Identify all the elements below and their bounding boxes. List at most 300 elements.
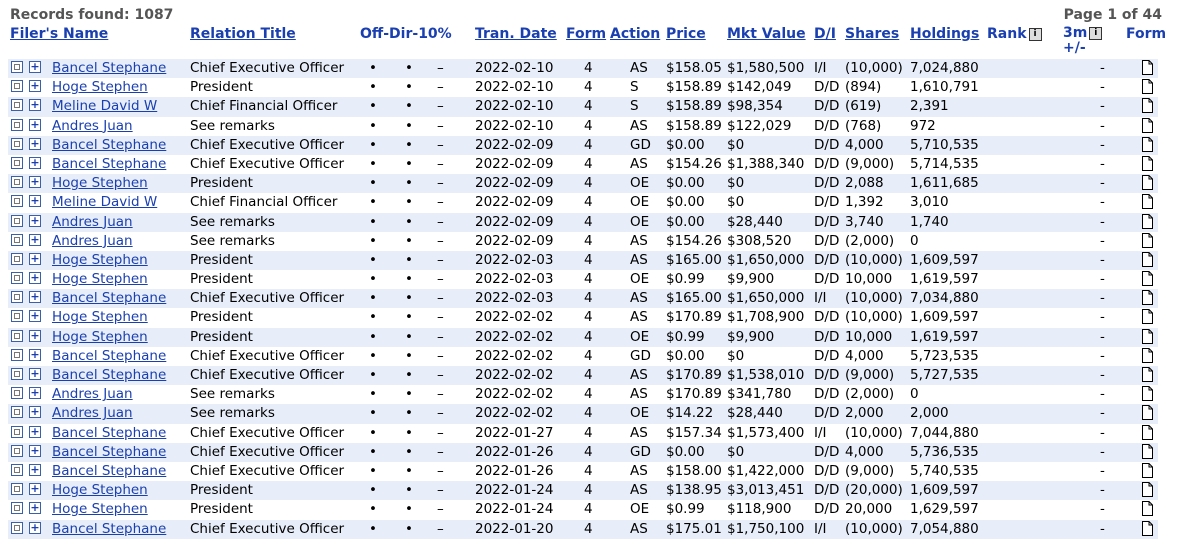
director-flag-cell: • xyxy=(405,117,413,134)
table-row xyxy=(8,232,1158,251)
director-flag-cell: • xyxy=(405,271,413,288)
director-flag-cell: • xyxy=(405,328,413,345)
tran-date-cell: 2022-02-09 xyxy=(475,232,554,249)
ten-percent-flag-cell: – xyxy=(437,520,444,537)
di-cell: D/D xyxy=(814,79,840,96)
filer-name-link[interactable]: Hoge Stephen xyxy=(52,251,148,268)
di-cell: I/I xyxy=(814,60,827,76)
document-icon[interactable] xyxy=(1142,290,1153,305)
ten-percent-flag-cell: – xyxy=(437,117,444,134)
table-row xyxy=(8,347,1158,366)
action-code-cell: AS xyxy=(630,251,648,268)
tran-date-cell: 2022-01-24 xyxy=(475,501,554,518)
officer-flag-cell: • xyxy=(369,117,377,134)
shares-cell: 10,000 xyxy=(845,328,893,345)
plus-icon[interactable]: + xyxy=(30,443,40,457)
price-cell: $154.26 xyxy=(666,232,722,249)
filer-name-link[interactable]: Hoge Stephen xyxy=(52,501,148,518)
plus-icon[interactable]: + xyxy=(30,232,40,246)
di-cell: D/D xyxy=(814,117,840,134)
plus-icon[interactable]: + xyxy=(30,328,40,342)
mkt-value-cell: $0 xyxy=(727,175,745,192)
three-month-change-cell: - xyxy=(1100,98,1105,115)
table-row xyxy=(8,462,1158,481)
tran-date-cell: 2022-02-02 xyxy=(475,328,554,345)
sort-price-link[interactable]: Price xyxy=(666,26,706,42)
officer-flag-cell: • xyxy=(369,232,377,249)
three-month-change-cell: - xyxy=(1100,194,1105,211)
filer-name-link[interactable]: Andres Juan xyxy=(52,213,133,230)
table-row xyxy=(8,97,1158,116)
holdings-cell: 7,024,880 xyxy=(910,60,979,76)
holdings-cell: 1,611,685 xyxy=(910,175,979,192)
price-cell: $0.99 xyxy=(666,501,705,518)
document-icon[interactable] xyxy=(1142,329,1153,344)
officer-flag-cell: • xyxy=(369,520,377,537)
records-found-label: Records found: 1087 xyxy=(10,7,174,23)
three-month-change-cell: - xyxy=(1100,328,1105,345)
table-row xyxy=(8,308,1158,327)
tran-date-cell: 2022-02-10 xyxy=(475,98,554,115)
table-row xyxy=(8,174,1158,193)
shares-cell: 20,000 xyxy=(845,501,893,518)
select-checkbox[interactable] xyxy=(11,195,23,207)
shares-cell: (10,000) xyxy=(845,60,903,76)
select-checkbox[interactable] xyxy=(11,522,23,534)
plus-icon[interactable]: + xyxy=(30,117,40,131)
shares-cell: (619) xyxy=(845,98,882,115)
relation-title-cell: Chief Executive Officer xyxy=(190,136,345,153)
mkt-value-cell: $9,900 xyxy=(727,328,775,345)
mkt-value-cell: $1,538,010 xyxy=(727,367,805,383)
document-icon[interactable] xyxy=(1142,214,1153,229)
select-checkbox[interactable] xyxy=(11,157,23,169)
document-icon[interactable] xyxy=(1142,425,1153,440)
three-month-header xyxy=(1063,26,1102,56)
select-checkbox[interactable] xyxy=(11,310,23,322)
mkt-value-cell: $308,520 xyxy=(727,232,792,249)
filer-name-link[interactable]: Bancel Stephane xyxy=(52,424,167,441)
sort-tran-date-link[interactable]: Tran. Date xyxy=(475,26,557,42)
price-cell: $158.89 xyxy=(666,79,722,96)
table-row xyxy=(8,193,1158,212)
filer-name-link[interactable]: Bancel Stephane xyxy=(52,155,167,172)
director-flag-cell: • xyxy=(405,136,413,153)
select-checkbox[interactable] xyxy=(11,330,23,342)
three-month-change-cell: - xyxy=(1100,386,1105,403)
tran-date-cell: 2022-02-03 xyxy=(475,290,554,307)
select-checkbox[interactable] xyxy=(11,483,23,495)
filer-name-link[interactable]: Hoge Stephen xyxy=(52,79,148,96)
table-row xyxy=(8,385,1158,404)
holdings-cell: 0 xyxy=(910,386,919,403)
select-checkbox[interactable] xyxy=(11,406,23,418)
document-icon[interactable] xyxy=(1142,252,1153,267)
document-icon[interactable] xyxy=(1142,405,1153,420)
sort-mkt-value-link[interactable]: Mkt Value xyxy=(727,26,806,42)
action-code-cell: S xyxy=(630,98,639,115)
select-checkbox[interactable] xyxy=(11,368,23,380)
di-cell: D/D xyxy=(814,251,840,268)
document-icon[interactable] xyxy=(1142,386,1153,401)
document-icon[interactable] xyxy=(1142,501,1153,516)
holdings-cell: 1,619,597 xyxy=(910,271,979,288)
di-cell: I/I xyxy=(814,520,827,537)
three-month-change-cell: - xyxy=(1100,482,1105,499)
tran-date-cell: 2022-02-09 xyxy=(475,155,554,172)
form-type-cell: 4 xyxy=(584,79,593,96)
filer-name-link[interactable]: Meline David W xyxy=(52,98,158,115)
officer-flag-cell: • xyxy=(369,482,377,499)
select-checkbox[interactable] xyxy=(11,176,23,188)
document-icon[interactable] xyxy=(1142,309,1153,324)
tran-date-cell: 2022-01-26 xyxy=(475,443,554,460)
rank-header-label: Rank xyxy=(987,26,1027,42)
document-icon[interactable] xyxy=(1142,367,1153,382)
select-checkbox[interactable] xyxy=(11,234,23,246)
shares-cell: (2,000) xyxy=(845,232,895,249)
plus-icon[interactable]: + xyxy=(30,98,40,112)
price-cell: $154.26 xyxy=(666,155,722,172)
filer-name-link[interactable]: Andres Juan xyxy=(52,232,133,249)
tran-date-cell: 2022-02-02 xyxy=(475,367,554,383)
plus-icon[interactable]: + xyxy=(30,79,40,93)
plus-icon[interactable]: + xyxy=(30,501,40,515)
three-month-change-cell: - xyxy=(1100,60,1105,76)
document-icon[interactable] xyxy=(1142,521,1153,536)
holdings-cell: 5,714,535 xyxy=(910,155,979,172)
rank-header xyxy=(987,26,1042,42)
holdings-cell: 1,609,597 xyxy=(910,251,979,268)
document-icon[interactable] xyxy=(1142,60,1153,75)
three-month-change-cell: - xyxy=(1100,347,1105,364)
document-icon[interactable] xyxy=(1142,156,1153,171)
three-month-change-cell: - xyxy=(1100,271,1105,288)
di-cell: D/D xyxy=(814,347,840,364)
mkt-value-cell: $0 xyxy=(727,136,745,153)
form-type-cell: 4 xyxy=(584,60,593,76)
three-month-change-cell: - xyxy=(1100,79,1105,96)
filer-name-link[interactable]: Hoge Stephen xyxy=(52,175,148,192)
shares-cell: 2,088 xyxy=(845,175,884,192)
plus-icon[interactable]: + xyxy=(30,309,40,323)
relation-title-cell: President xyxy=(190,482,253,499)
filer-name-link[interactable]: Andres Juan xyxy=(52,386,133,403)
document-icon[interactable] xyxy=(1142,271,1153,286)
action-code-cell: AS xyxy=(630,60,648,76)
three-month-label-bottom: +/- xyxy=(1063,40,1086,56)
filer-name-link[interactable]: Bancel Stephane xyxy=(52,347,167,364)
holdings-cell: 1,609,597 xyxy=(910,309,979,326)
shares-cell: (20,000) xyxy=(845,482,903,499)
officer-flag-cell: • xyxy=(369,194,377,211)
table-row xyxy=(8,251,1158,270)
price-cell: $0.00 xyxy=(666,136,705,153)
plus-icon[interactable]: + xyxy=(30,60,40,73)
director-flag-cell: • xyxy=(405,424,413,441)
filer-name-link[interactable]: Hoge Stephen xyxy=(52,309,148,326)
action-code-cell: OE xyxy=(630,271,650,288)
plus-icon[interactable]: + xyxy=(30,155,40,169)
mkt-value-cell: $1,750,100 xyxy=(727,520,805,537)
di-cell: D/D xyxy=(814,328,840,345)
price-cell: $175.01 xyxy=(666,520,722,537)
price-cell: $0.00 xyxy=(666,175,705,192)
action-code-cell: AS xyxy=(630,386,648,403)
document-icon[interactable] xyxy=(1142,118,1153,133)
di-cell: D/D xyxy=(814,309,840,326)
holdings-cell: 1,740 xyxy=(910,213,949,230)
holdings-cell: 5,727,535 xyxy=(910,367,979,383)
form-type-cell: 4 xyxy=(584,367,593,383)
officer-flag-cell: • xyxy=(369,271,377,288)
plus-icon[interactable]: + xyxy=(30,386,40,400)
table-row xyxy=(8,155,1158,174)
form-type-cell: 4 xyxy=(584,501,593,518)
action-code-cell: AS xyxy=(630,424,648,441)
shares-cell: 1,392 xyxy=(845,194,884,211)
mkt-value-cell: $118,900 xyxy=(727,501,792,518)
mkt-value-cell: $1,388,340 xyxy=(727,155,805,172)
form-type-cell: 4 xyxy=(584,117,593,134)
plus-icon[interactable]: + xyxy=(30,520,40,534)
officer-flag-cell: • xyxy=(369,462,377,479)
plus-icon[interactable]: + xyxy=(30,136,40,150)
three-month-change-cell: - xyxy=(1100,232,1105,249)
plus-icon[interactable]: + xyxy=(30,213,40,227)
director-flag-cell: • xyxy=(405,213,413,230)
select-checkbox[interactable] xyxy=(11,61,23,73)
select-checkbox[interactable] xyxy=(11,426,23,438)
tran-date-cell: 2022-02-10 xyxy=(475,79,554,96)
document-icon[interactable] xyxy=(1142,194,1153,209)
shares-cell: 4,000 xyxy=(845,136,884,153)
plus-icon[interactable]: + xyxy=(30,347,40,361)
mkt-value-cell: $3,013,451 xyxy=(727,482,805,499)
tran-date-cell: 2022-02-02 xyxy=(475,347,554,364)
relation-title-cell: Chief Executive Officer xyxy=(190,347,345,364)
document-icon[interactable] xyxy=(1142,79,1153,94)
filer-name-link[interactable]: Hoge Stephen xyxy=(52,482,148,499)
action-code-cell: OE xyxy=(630,501,650,518)
action-code-cell: OE xyxy=(630,213,650,230)
three-month-change-cell: - xyxy=(1100,405,1105,422)
action-code-cell: OE xyxy=(630,194,650,211)
document-icon[interactable] xyxy=(1142,463,1153,478)
director-flag-cell: • xyxy=(405,462,413,479)
action-code-cell: AS xyxy=(630,367,648,383)
officer-flag-cell: • xyxy=(369,79,377,96)
plus-icon[interactable]: + xyxy=(30,367,40,380)
three-month-label-top: 3m xyxy=(1063,25,1088,41)
three-month-change-cell: - xyxy=(1100,213,1105,230)
form-doc-header: Form xyxy=(1126,26,1167,42)
ten-percent-flag-cell: – xyxy=(437,347,444,364)
relation-title-cell: President xyxy=(190,328,253,345)
select-checkbox[interactable] xyxy=(11,272,23,284)
filer-name-link[interactable]: Bancel Stephane xyxy=(52,367,167,383)
ten-percent-flag-cell: – xyxy=(437,386,444,403)
filer-name-link[interactable]: Hoge Stephen xyxy=(52,328,148,345)
price-cell: $0.99 xyxy=(666,271,705,288)
plus-icon[interactable]: + xyxy=(30,271,40,285)
filer-name-link[interactable]: Bancel Stephane xyxy=(52,60,167,76)
table-row xyxy=(8,213,1158,232)
select-checkbox[interactable] xyxy=(11,253,23,265)
holdings-cell: 1,629,597 xyxy=(910,501,979,518)
sort-filer-name-link[interactable]: Filer's Name xyxy=(10,26,109,42)
ten-percent-flag-cell: – xyxy=(437,155,444,172)
holdings-cell: 1,619,597 xyxy=(910,328,979,345)
select-checkbox[interactable] xyxy=(11,119,23,131)
officer-flag-cell: • xyxy=(369,367,377,383)
sort-action-link[interactable]: Action xyxy=(610,26,661,42)
document-icon[interactable] xyxy=(1142,444,1153,459)
director-flag-cell: • xyxy=(405,367,413,383)
officer-flag-cell: • xyxy=(369,443,377,460)
action-code-cell: OE xyxy=(630,405,650,422)
director-flag-cell: • xyxy=(405,175,413,192)
relation-title-cell: President xyxy=(190,79,253,96)
select-checkbox[interactable] xyxy=(11,291,23,303)
ten-percent-flag-cell: – xyxy=(437,175,444,192)
officer-flag-cell: • xyxy=(369,251,377,268)
action-code-cell: AS xyxy=(630,232,648,249)
document-icon[interactable] xyxy=(1142,137,1153,152)
filer-name-link[interactable]: Meline David W xyxy=(52,194,158,211)
tran-date-cell: 2022-02-02 xyxy=(475,405,554,422)
shares-cell: 3,740 xyxy=(845,213,884,230)
director-flag-cell: • xyxy=(405,443,413,460)
relation-title-cell: Chief Executive Officer xyxy=(190,367,345,383)
plus-icon[interactable]: + xyxy=(30,290,40,304)
ten-percent-flag-cell: – xyxy=(437,328,444,345)
relation-title-cell: Chief Executive Officer xyxy=(190,290,345,307)
filer-name-link[interactable]: Andres Juan xyxy=(52,405,133,422)
form-type-cell: 4 xyxy=(584,251,593,268)
filer-name-link[interactable]: Bancel Stephane xyxy=(52,520,167,537)
di-cell: D/D xyxy=(814,271,840,288)
officer-flag-cell: • xyxy=(369,386,377,403)
plus-icon[interactable]: + xyxy=(30,462,40,476)
holdings-cell: 5,710,535 xyxy=(910,136,979,153)
plus-icon[interactable]: + xyxy=(30,175,40,189)
plus-icon[interactable]: + xyxy=(30,194,40,208)
select-checkbox[interactable] xyxy=(11,138,23,150)
relation-title-cell: Chief Executive Officer xyxy=(190,424,345,441)
tran-date-cell: 2022-01-20 xyxy=(475,520,554,537)
ten-percent-flag-cell: – xyxy=(437,98,444,115)
filer-name-link[interactable]: Bancel Stephane xyxy=(52,462,167,479)
relation-title-cell: President xyxy=(190,251,253,268)
holdings-cell: 2,391 xyxy=(910,98,949,115)
table-row xyxy=(8,59,1158,78)
three-month-change-cell: - xyxy=(1100,290,1105,307)
officer-flag-cell: • xyxy=(369,98,377,115)
tran-date-cell: 2022-01-26 xyxy=(475,462,554,479)
plus-icon[interactable]: + xyxy=(30,251,40,265)
sort-di-link[interactable]: D/I xyxy=(814,26,836,42)
price-cell: $158.00 xyxy=(666,462,722,479)
holdings-cell: 7,054,880 xyxy=(910,520,979,537)
table-row xyxy=(8,404,1158,423)
three-month-change-cell: - xyxy=(1100,367,1105,383)
select-checkbox[interactable] xyxy=(11,464,23,476)
tran-date-cell: 2022-02-09 xyxy=(475,213,554,230)
table-row xyxy=(8,520,1158,539)
three-month-change-cell: - xyxy=(1100,136,1105,153)
select-checkbox[interactable] xyxy=(11,502,23,514)
price-cell: $165.00 xyxy=(666,290,722,307)
sort-holdings-link[interactable]: Holdings xyxy=(910,26,980,42)
shares-cell: (10,000) xyxy=(845,251,903,268)
off-dir-header[interactable]: Off-Dir-10% xyxy=(360,26,452,42)
plus-icon[interactable]: + xyxy=(30,482,40,496)
relation-title-cell: Chief Executive Officer xyxy=(190,155,345,172)
holdings-cell: 5,740,535 xyxy=(910,462,979,479)
tran-date-cell: 2022-02-10 xyxy=(475,60,554,76)
filer-name-link[interactable]: Bancel Stephane xyxy=(52,290,167,307)
select-checkbox[interactable] xyxy=(11,445,23,457)
sort-shares-link[interactable]: Shares xyxy=(845,26,900,42)
info-icon[interactable]: i xyxy=(1029,28,1042,41)
three-month-change-cell: - xyxy=(1100,501,1105,518)
officer-flag-cell: • xyxy=(369,501,377,518)
select-checkbox[interactable] xyxy=(11,349,23,361)
three-month-change-cell: - xyxy=(1100,155,1105,172)
select-checkbox[interactable] xyxy=(11,215,23,227)
document-icon[interactable] xyxy=(1142,175,1153,190)
filer-name-link[interactable]: Bancel Stephane xyxy=(52,136,167,153)
plus-icon[interactable]: + xyxy=(30,405,40,419)
table-row xyxy=(8,289,1158,308)
select-checkbox[interactable] xyxy=(11,80,23,92)
info-icon[interactable]: i xyxy=(1089,27,1102,40)
select-checkbox[interactable] xyxy=(11,99,23,111)
sort-relation-title-link[interactable]: Relation Title xyxy=(190,26,296,42)
document-icon[interactable] xyxy=(1142,98,1153,113)
mkt-value-cell: $0 xyxy=(727,443,745,460)
document-icon[interactable] xyxy=(1142,348,1153,363)
holdings-cell: 2,000 xyxy=(910,405,949,422)
page-indicator: Page 1 of 44 xyxy=(1063,7,1162,23)
di-cell: I/I xyxy=(814,424,827,441)
action-code-cell: GD xyxy=(630,443,651,460)
officer-flag-cell: • xyxy=(369,136,377,153)
mkt-value-cell: $142,049 xyxy=(727,79,792,96)
filer-name-link[interactable]: Hoge Stephen xyxy=(52,271,148,288)
price-cell: $157.34 xyxy=(666,424,722,441)
officer-flag-cell: • xyxy=(369,155,377,172)
document-icon[interactable] xyxy=(1142,482,1153,497)
three-month-change-cell: - xyxy=(1100,462,1105,479)
filer-name-link[interactable]: Andres Juan xyxy=(52,117,133,134)
filer-name-link[interactable]: Bancel Stephane xyxy=(52,443,167,460)
sort-form-link[interactable]: Form xyxy=(566,26,607,42)
mkt-value-cell: $98,354 xyxy=(727,98,783,115)
form-type-cell: 4 xyxy=(584,309,593,326)
select-checkbox[interactable] xyxy=(11,387,23,399)
di-cell: D/D xyxy=(814,136,840,153)
ten-percent-flag-cell: – xyxy=(437,60,444,76)
director-flag-cell: • xyxy=(405,194,413,211)
document-icon[interactable] xyxy=(1142,233,1153,248)
mkt-value-cell: $122,029 xyxy=(727,117,792,134)
shares-cell: (894) xyxy=(845,79,882,96)
plus-icon[interactable]: + xyxy=(30,424,40,438)
price-cell: $170.89 xyxy=(666,309,722,326)
officer-flag-cell: • xyxy=(369,347,377,364)
